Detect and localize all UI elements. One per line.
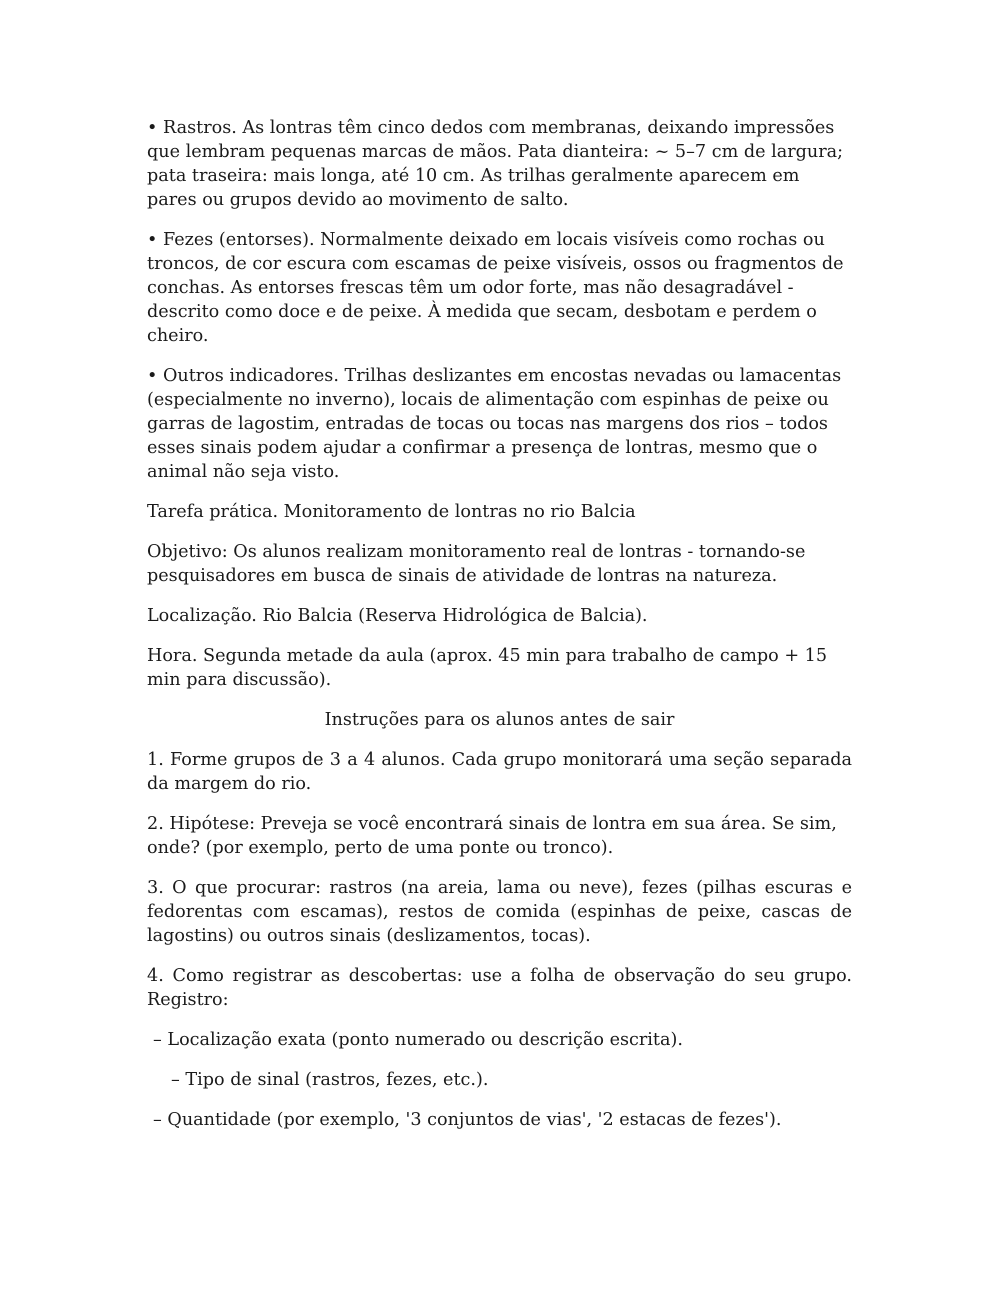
paragraph-rastros: • Rastros. As lontras têm cinco dedos com membranas, deixando impressões que lembram pequenas marcas de mãos. Pata dianteira: ~ 5–7 cm de largura; pata traseira: mais longa, até 10 cm. As trilhas geralmente aparecem em pares ou grupos devido ao movimento de salto. xyxy=(147,118,844,210)
step-2: 2. Hipótese: Preveja se você encontrará sinais de lontra em sua área. Se sim, onde? (por exemplo, perto de uma ponte ou tronco). xyxy=(147,814,837,858)
list-item-tipo: – Tipo de sinal (rastros, fezes, etc.). xyxy=(171,1070,489,1090)
paragraph-objetivo: Objetivo: Os alunos realizam monitoramento real de lontras - tornando-se pesquisadores em busca de sinais de atividade de lontras na natureza. xyxy=(147,542,806,586)
paragraph-tarefa: Tarefa prática. Monitoramento de lontras no rio Balcia xyxy=(147,502,636,522)
step-3: 3. O que procurar: rastros (na areia, lama ou neve), fezes (pilhas escuras e fedorentas com escamas), restos de comida (espinhas de peixe, cascas de lagostins) ou outros sinais (deslizamentos, tocas). xyxy=(147,878,852,946)
section-heading-instrucoes: Instruções para os alunos antes de sair xyxy=(324,710,675,730)
paragraph-localizacao: Localização. Rio Balcia (Reserva Hidrológica de Balcia). xyxy=(147,606,648,626)
document-page xyxy=(147,116,852,1148)
paragraph-outros-indicadores: • Outros indicadores. Trilhas deslizantes em encostas nevadas ou lamacentas (especialmente no inverno), locais de alimentação com espinhas de peixe ou garras de lagostim, entradas de tocas ou tocas nas margens dos rios – todos esses sinais podem ajudar a confirmar a presença de lontras, mesmo que o animal não seja visto. xyxy=(147,366,842,482)
step-1: 1. Forme grupos de 3 a 4 alunos. Cada grupo monitorará uma seção separada da margem do rio. xyxy=(147,750,852,794)
step-4: 4. Como registrar as descobertas: use a folha de observação do seu grupo. Registro: xyxy=(147,966,852,1010)
list-item-quantidade: – Quantidade (por exemplo, '3 conjuntos de vias', '2 estacas de fezes'). xyxy=(153,1110,782,1130)
paragraph-hora: Hora. Segunda metade da aula (aprox. 45 min para trabalho de campo + 15 min para discussão). xyxy=(147,646,828,690)
paragraph-fezes: • Fezes (entorses). Normalmente deixado em locais visíveis como rochas ou troncos, de cor escura com escamas de peixe visíveis, ossos ou fragmentos de conchas. As entorses frescas têm um odor forte, mas não desagradável - descrito como doce e de peixe. À medida que secam, desbotam e perdem o cheiro. xyxy=(147,230,844,346)
list-item-localizacao: – Localização exata (ponto numerado ou descrição escrita). xyxy=(153,1030,683,1050)
